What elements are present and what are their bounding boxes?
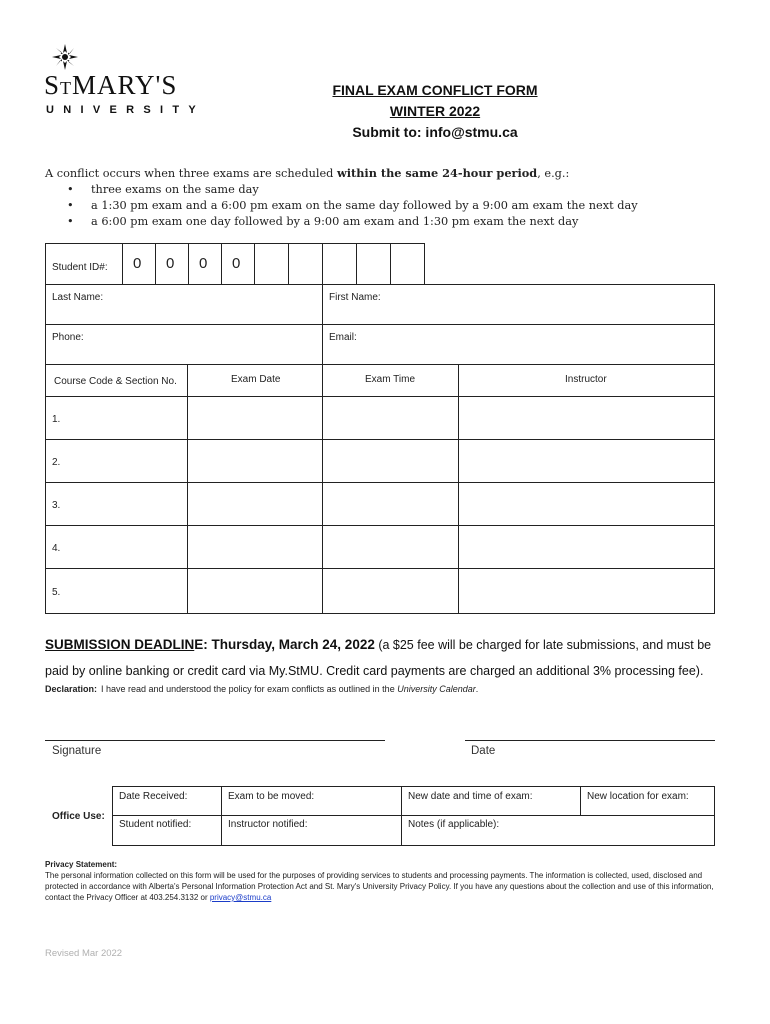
instructor-cell[interactable] (458, 439, 715, 483)
student-id-digit-4[interactable]: 0 (221, 243, 255, 285)
exam-date-cell[interactable] (187, 568, 323, 614)
exam-time-cell[interactable] (322, 396, 459, 440)
student-notified-field[interactable]: Student notified: (112, 815, 222, 846)
column-header-exam-time: Exam Time (322, 364, 459, 397)
office-use-label: Office Use: (52, 811, 105, 822)
new-location-field[interactable]: New location for exam: (580, 786, 715, 816)
privacy-statement (45, 859, 730, 903)
course-code-cell[interactable]: 5. (45, 568, 188, 614)
email-field[interactable] (322, 324, 715, 365)
student-id-digit-9[interactable] (390, 243, 425, 285)
exam-time-cell[interactable] (322, 525, 459, 569)
privacy-text: The personal information collected on this form will be used for the purposes of providing services to students and processing payments. The information is collected, used, disclosed and protected in accordance with Alberta's Personal Information Protection Act and St. Mary's University Privacy Policy. If you have any questions about the collection and use of this information, contact the Privacy Officer at 403.254.3132 or (45, 871, 714, 902)
instructor-cell[interactable] (458, 482, 715, 526)
phone-label: Phone: (52, 332, 84, 343)
first-name-label: First Name: (329, 292, 381, 303)
submit-to-line: Submit to: info@stmu.ca (352, 124, 518, 140)
form-title: FINAL EXAM CONFLICT FORM (332, 82, 538, 98)
submission-deadline: SUBMISSION DEADLINE: Thursday, March 24, 2022 (a $25 fee will be charged for late submissions, and must be paid by online banking or credit card via My.StMU. Credit card payments are charged an additional 3% processing fee). (45, 637, 712, 678)
revision-note: Revised Mar 2022 (45, 948, 123, 959)
exam-date-cell[interactable] (187, 525, 323, 569)
date-line[interactable] (465, 740, 715, 741)
student-id-digit-8[interactable] (356, 243, 391, 285)
exam-time-cell[interactable] (322, 568, 459, 614)
new-date-time-field[interactable]: New date and time of exam: (401, 786, 581, 816)
signature-label: Signature (52, 745, 102, 757)
column-header-instructor: Instructor (458, 364, 715, 397)
last-name-label: Last Name: (52, 292, 104, 303)
instructor-notified-field[interactable]: Instructor notified: (221, 815, 402, 846)
list-item: • a 1:30 pm exam and a 6:00 pm exam on the same day followed by a 9:00 am exam the next day (91, 198, 638, 214)
logo-wordmark: STMARY'S (44, 70, 178, 100)
last-name-field[interactable] (45, 284, 323, 325)
course-code-cell[interactable]: 2. (45, 439, 188, 483)
exam-time-cell[interactable] (322, 482, 459, 526)
student-id-digit-7[interactable] (322, 243, 357, 285)
date-label: Date (471, 745, 496, 757)
signature-line[interactable] (45, 740, 385, 741)
student-id-digit-1[interactable]: 0 (122, 243, 156, 285)
course-code-cell[interactable]: 1. (45, 396, 188, 440)
conflict-lead: A conflict occurs when three exams are scheduled within the same 24-hour period, e.g.: (45, 166, 570, 180)
form-term: WINTER 2022 (389, 103, 481, 119)
instructor-cell[interactable] (458, 396, 715, 440)
conflict-examples (45, 182, 638, 230)
column-header-exam-date: Exam Date (187, 364, 323, 397)
logo-university-text: UNIVERSITY (46, 104, 206, 116)
student-id-digit-2[interactable]: 0 (155, 243, 189, 285)
privacy-heading: Privacy Statement: (45, 860, 118, 869)
student-id-label-cell (45, 243, 123, 285)
student-id-digit-6[interactable] (288, 243, 323, 285)
list-item: • three exams on the same day (91, 182, 638, 198)
instructor-cell[interactable] (458, 525, 715, 569)
instructor-cell[interactable] (458, 568, 715, 614)
notes-field[interactable]: Notes (if applicable): (401, 815, 715, 846)
course-code-cell[interactable]: 4. (45, 525, 188, 569)
student-id-digit-3[interactable]: 0 (188, 243, 222, 285)
declaration: Declaration: I have read and understood the policy for exam conflicts as outlined in the University Calendar. (45, 684, 479, 694)
exam-time-cell[interactable] (322, 439, 459, 483)
first-name-field[interactable] (322, 284, 715, 325)
student-id-label: Student ID#: (52, 262, 108, 273)
privacy-email-link[interactable]: privacy@stmu.ca (209, 893, 272, 902)
exam-to-be-moved-field[interactable]: Exam to be moved: (221, 786, 402, 816)
student-id-digit-5[interactable] (254, 243, 289, 285)
star-icon (52, 44, 78, 70)
exam-date-cell[interactable] (187, 482, 323, 526)
email-label: Email: (329, 332, 357, 343)
course-code-cell[interactable]: 3. (45, 482, 188, 526)
phone-field[interactable] (45, 324, 323, 365)
list-item: • a 6:00 pm exam one day followed by a 9:00 am exam and 1:30 pm exam the next day (91, 214, 638, 230)
conflict-definition (45, 165, 638, 230)
date-received-field[interactable]: Date Received: (112, 786, 222, 816)
exam-date-cell[interactable] (187, 396, 323, 440)
column-header-course: Course Code & Section No. (45, 364, 188, 397)
exam-date-cell[interactable] (187, 439, 323, 483)
